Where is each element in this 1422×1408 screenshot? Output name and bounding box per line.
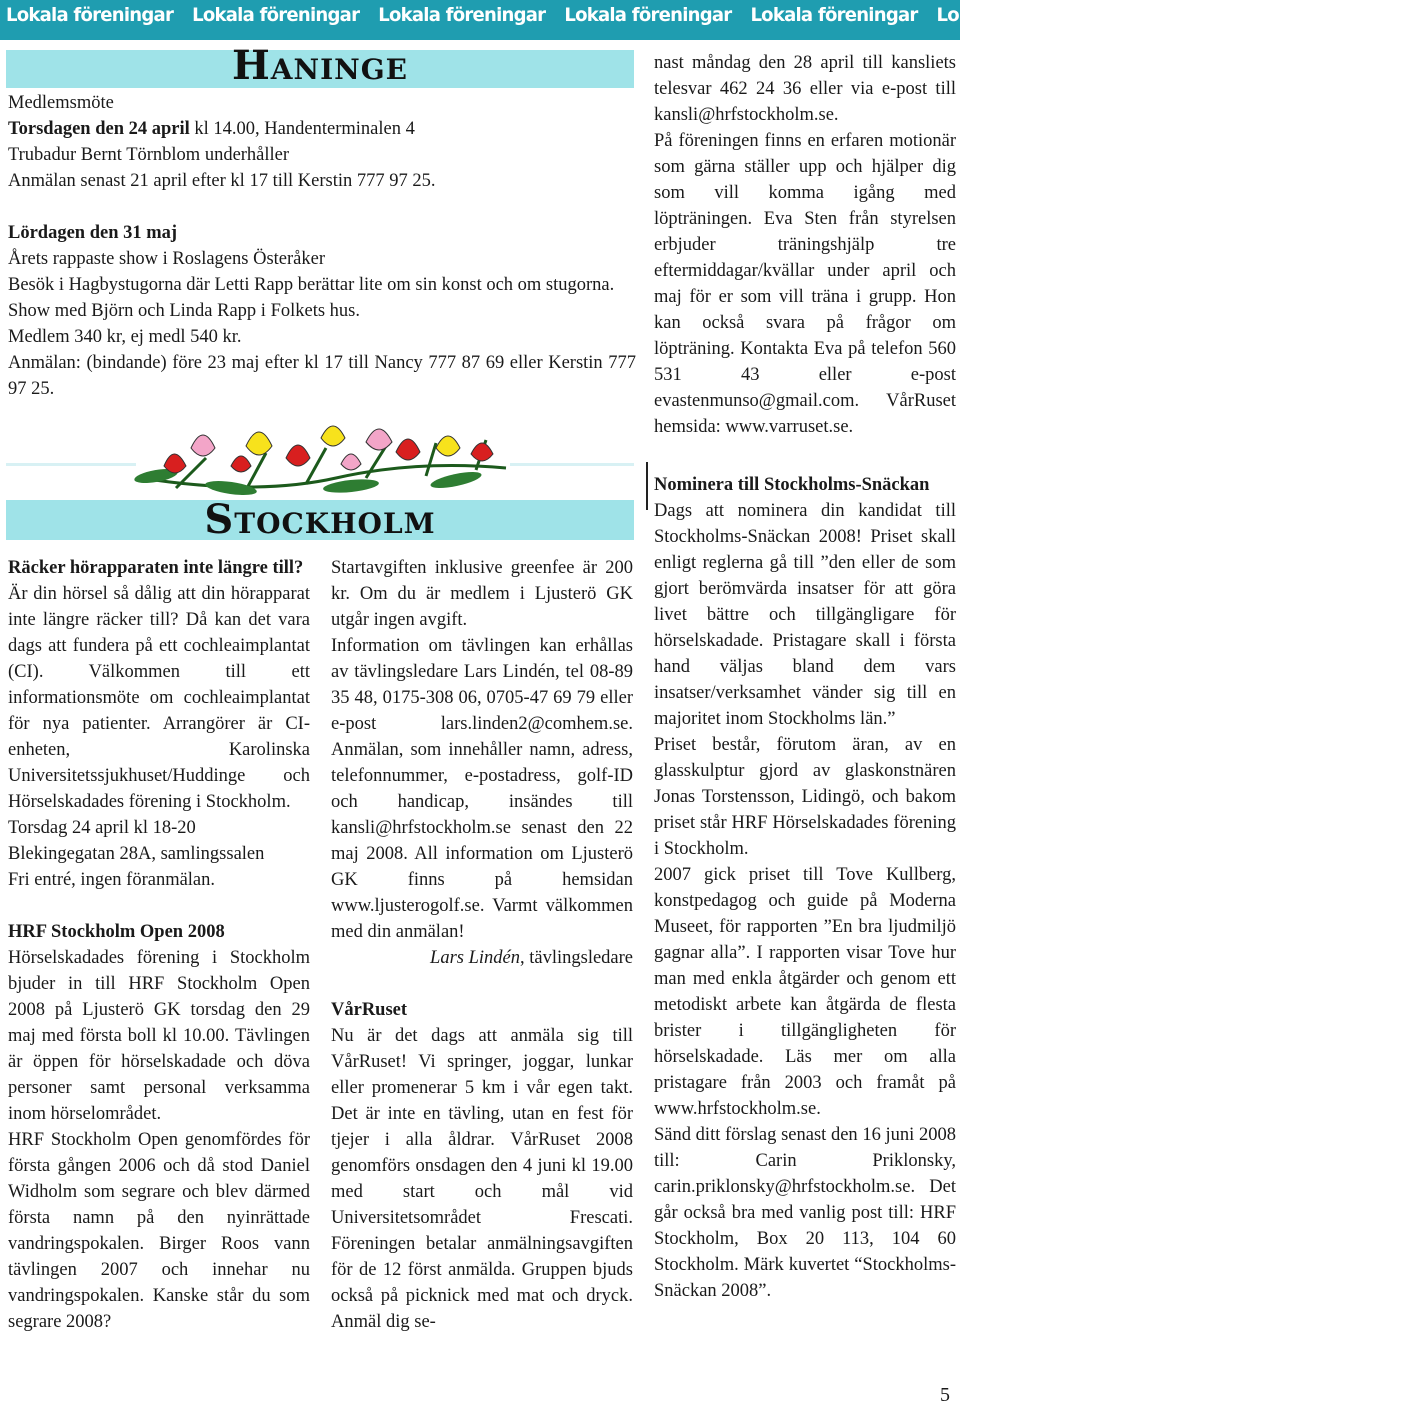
paragraph: Nu är det dags att anmäla sig till VårRuset! Vi springer, joggar, lunkar eller promenerar 5 km i vår egen takt. Det är inte en tävling, utan en fest för tjejer i alla åldrar. VårRuset 2008 genomförs onsdagen den 4 juni kl 19.00 med start och mål vid Universitetsområdet Frescati. Föreningen betalar anmälningsavgiften för de 12 först anmälda. Gruppen bjuds också på picknick med mat och dryck. Anmäl dig se- — [331, 1026, 633, 1332]
event-line: Medlem 340 kr, ej medl 540 kr. — [8, 327, 242, 347]
article-heading: Nominera till Stockholms-Snäckan — [654, 475, 930, 495]
paragraph: Blekingegatan 28A, samlingssalen — [8, 844, 265, 864]
paragraph: Information om tävlingen kan erhållas av tävlingsledare Lars Lindén, tel 08-89 35 48, 0175-308 06, 0705-47 69 79 eller e-post lars.linden2@comhem.se. Anmälan, som innehåller namn, adress, telefonnummer, e-postadress, golf-ID och handicap, insändes till kansli@hrfstockholm.se senast den 22 maj 2008. All information om Ljusterö GK finns på hemsidan www.ljusterogolf.se. Varmt välkommen med din anmälan! — [331, 636, 633, 942]
paragraph: Torsdag 24 april kl 18-20 — [8, 818, 196, 838]
banner-item: Lokala föreningar — [192, 4, 360, 26]
varruset-continuation — [654, 50, 956, 440]
event-line: Anmälan: (bindande) före 23 maj efter kl 17 till Nancy 777 87 69 eller Kerstin 777 97 25. — [8, 353, 636, 399]
article-heading: Räcker hörapparaten inte längre till? — [8, 558, 304, 578]
event-heading: Medlemsmöte — [8, 93, 114, 113]
banner-item: Lokala föreningar — [378, 4, 546, 26]
stockholm-column-2 — [331, 555, 633, 1335]
event-line: Årets rappaste show i Roslagens Österåker — [8, 249, 325, 269]
divider-line-left — [6, 463, 136, 466]
flower-garland-icon — [136, 418, 510, 500]
haninge-title: Haninge — [231, 42, 409, 89]
paragraph: HRF Stockholm Open genomfördes för första gången 2006 och då stod Daniel Widholm som segrare och blev därmed första namn på den nyinrättade vandringspokalen. Birger Roos vann tävlingen 2007 och innehar nu vandringspokalen. Kanske står du som segrare 2008? — [8, 1130, 310, 1332]
paragraph: Startavgiften inklusive greenfee är 200 kr. Om du är medlem i Ljusterö GK utgår ingen avgift. — [331, 558, 633, 630]
stockholm-column-3 — [654, 472, 956, 1304]
column-divider — [646, 462, 648, 510]
article-heading: VårRuset — [331, 1000, 408, 1020]
paragraph: Sänd ditt förslag senast den 16 juni 2008 till: Carin Priklonsky, carin.priklonsky@hrfstockholm.se. Det går också bra med vanlig post till: HRF Stockholm, Box 20 113, 104 60 Stockholm. Märk kuvertet “Stockholms-Snäckan 2008”. — [654, 1125, 956, 1301]
paragraph: Dags att nominera din kandidat till Stockholms-Snäckan 2008! Priset skall enligt reglerna gå till ”den eller de som gjort berömvärda insatser för att göra livet bättre och tillgängligare för hörselskadade. Pristagare skall i första hand väljas bland dem vars insatser/verksamhet vänder sig till en majoritet inom Stockholms län.” — [654, 501, 956, 729]
paragraph: Fri entré, ingen föranmälan. — [8, 870, 216, 890]
banner-item: Lokala föreningar — [1122, 4, 1290, 26]
event-line: Trubadur Bernt Törnblom underhåller — [8, 145, 290, 165]
paragraph: nast måndag den 28 april till kansliets telesvar 462 24 36 eller via e-post till kansli@hrfstockholm.se. — [654, 53, 956, 125]
signature: Lars Lindén, tävlingsledare — [430, 948, 633, 968]
banner-item: Lokala föreningar — [936, 4, 1104, 26]
banner-item: Lokala föreningar — [6, 4, 174, 26]
haninge-section — [8, 90, 636, 402]
paragraph: 2007 gick priset till Tove Kullberg, konstpedagog och guide på Moderna Museet, för rapporten ”En bra ljudmiljö gagnar alla”. I rapporten visar Tove hur man med enkla åtgärder och genom ett metodiskt arbete kan åtgärda de flesta brister i tillgängligheten för hörselskadade. Läs mer om alla pristagare från 2003 och framåt på www.hrfstockholm.se. — [654, 865, 956, 1119]
event-date: Torsdagen den 24 april kl 14.00, Handenterminalen 4 — [8, 119, 415, 139]
event-line: Anmälan senast 21 april efter kl 17 till Kerstin 777 97 25. — [8, 171, 436, 191]
paragraph: Priset består, förutom äran, av en glasskulptur gjord av glaskonstnären Jonas Torstensson, Lidingö, och bakom priset står HRF Hörselskadades förening i Stockholm. — [654, 735, 956, 859]
page-number: 5 — [940, 1384, 950, 1406]
section-banner — [0, 0, 1404, 40]
banner-item: Lokala föreningar — [750, 4, 918, 26]
paragraph: Är din hörsel så dålig att din hörapparat inte längre räcker till? Då kan det vara dags att fundera på ett cochleaimplantat (CI). Välkommen till ett informationsmöte om cochleaimplantat för nya patienter. Arrangörer är CI-enheten, Karolinska Universitetssjukhuset/Huddinge och Hörselskadades förening i Stockholm. — [8, 584, 310, 812]
banner-text-row — [6, 4, 1422, 26]
banner-item: Lokala för — [1308, 4, 1404, 26]
event-line: Besök i Hagbystugorna där Letti Rapp berättar lite om sin konst och om stugorna. Show med Björn och Linda Rapp i Folkets hus. — [8, 275, 615, 321]
article-heading: HRF Stockholm Open 2008 — [8, 922, 225, 942]
stockholm-column-1 — [8, 555, 310, 1335]
event-heading: Lördagen den 31 maj — [8, 223, 178, 243]
stockholm-title: Stockholm — [204, 496, 436, 543]
divider-line-right — [510, 463, 634, 466]
banner-item: Lokala föreningar — [564, 4, 732, 26]
paragraph: Hörselskadades förening i Stockholm bjuder in till HRF Stockholm Open 2008 på Ljusterö GK torsdag den 29 maj med första boll kl 10.00. Tävlingen är öppen för hörselskadade och döva personer samt personal verksamma inom hörselområdet. — [8, 948, 310, 1124]
paragraph: På föreningen finns en erfaren motionär som gärna ställer upp och hjälper dig som vill komma igång med löpträningen. Eva Sten från styrelsen erbjuder träningshjälp tre eftermiddagar/kvällar under april och maj för er som vill träna i grupp. Hon kan också svara på frågor om löpträning. Kontakta Eva på telefon 560 531 43 eller e-post evastenmunso@gmail.com. VårRuset hemsida: www.varruset.se. — [654, 131, 956, 437]
